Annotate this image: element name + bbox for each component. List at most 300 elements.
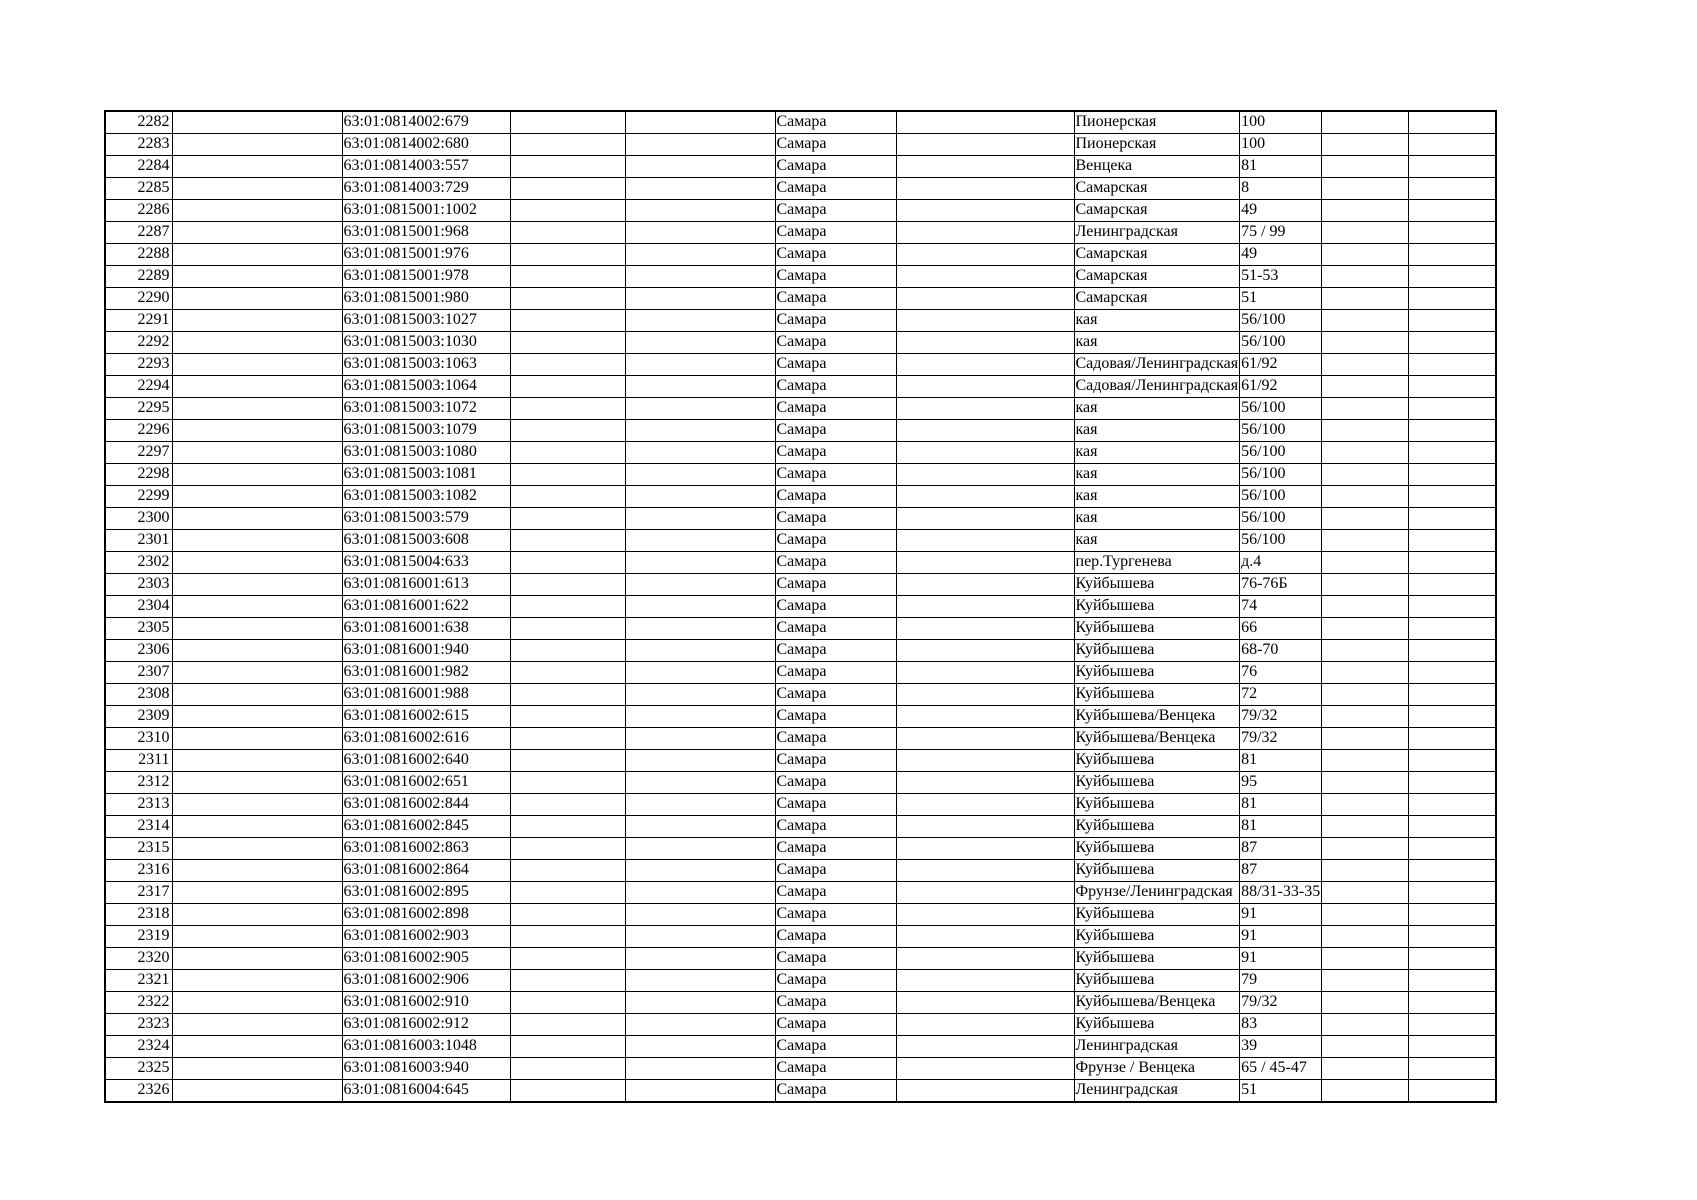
- cell-empty: [896, 816, 1074, 838]
- cell-empty: [896, 618, 1074, 640]
- cell-empty: [625, 134, 775, 156]
- cell-empty: [510, 134, 625, 156]
- cell-empty: [172, 156, 342, 178]
- cell-row-number: 2298: [105, 464, 172, 486]
- cell-empty: [510, 794, 625, 816]
- table-row: [105, 266, 1496, 288]
- cell-empty: [1322, 772, 1409, 794]
- cell-row-number: 2286: [105, 200, 172, 222]
- cell-street: Ленинградская: [1074, 1080, 1240, 1103]
- cell-empty: [172, 178, 342, 200]
- cell-empty: [625, 882, 775, 904]
- cell-empty: [1322, 728, 1409, 750]
- cell-empty: [625, 222, 775, 244]
- cell-empty: [172, 904, 342, 926]
- cell-empty: [172, 486, 342, 508]
- cell-cadastral-number: 63:01:0816002:845: [342, 816, 510, 838]
- cell-empty: [1409, 728, 1496, 750]
- cell-empty: [1409, 134, 1496, 156]
- cell-empty: [1322, 1080, 1409, 1103]
- table-row: [105, 992, 1496, 1014]
- cell-empty: [625, 310, 775, 332]
- cell-row-number: 2292: [105, 332, 172, 354]
- table-row: [105, 178, 1496, 200]
- cell-cadastral-number: 63:01:0814002:680: [342, 134, 510, 156]
- cell-empty: [896, 508, 1074, 530]
- cell-empty: [172, 508, 342, 530]
- cell-house: 83: [1240, 1014, 1322, 1036]
- cell-row-number: 2301: [105, 530, 172, 552]
- cell-house: 56/100: [1240, 464, 1322, 486]
- cell-street: Куйбышева: [1074, 794, 1240, 816]
- table-row: [105, 134, 1496, 156]
- table-row: [105, 486, 1496, 508]
- table-row: [105, 552, 1496, 574]
- table-row: [105, 662, 1496, 684]
- cell-street: Фрунзе / Венцека: [1074, 1058, 1240, 1080]
- cell-empty: [172, 1014, 342, 1036]
- cell-empty: [1409, 1080, 1496, 1103]
- cell-city: Самара: [775, 970, 896, 992]
- cell-house: 75 / 99: [1240, 222, 1322, 244]
- table-row: [105, 398, 1496, 420]
- table-row: [105, 794, 1496, 816]
- cell-empty: [1409, 354, 1496, 376]
- cell-empty: [896, 794, 1074, 816]
- cell-street: Куйбышева: [1074, 684, 1240, 706]
- cell-empty: [1322, 200, 1409, 222]
- cell-row-number: 2306: [105, 640, 172, 662]
- cell-empty: [172, 728, 342, 750]
- cell-cadastral-number: 63:01:0816002:640: [342, 750, 510, 772]
- cell-street: Самарская: [1074, 288, 1240, 310]
- cell-empty: [1322, 134, 1409, 156]
- cell-street: Куйбышева: [1074, 750, 1240, 772]
- table-row: [105, 574, 1496, 596]
- cell-street: Куйбышева: [1074, 772, 1240, 794]
- cell-empty: [1409, 486, 1496, 508]
- cell-empty: [172, 1080, 342, 1103]
- cell-cadastral-number: 63:01:0815001:968: [342, 222, 510, 244]
- cell-cadastral-number: 63:01:0815001:980: [342, 288, 510, 310]
- cell-empty: [172, 354, 342, 376]
- cell-row-number: 2325: [105, 1058, 172, 1080]
- cell-city: Самара: [775, 1058, 896, 1080]
- cell-empty: [510, 574, 625, 596]
- cell-empty: [510, 332, 625, 354]
- cell-city: Самара: [775, 684, 896, 706]
- cell-empty: [896, 684, 1074, 706]
- cell-house: 79/32: [1240, 706, 1322, 728]
- cell-empty: [172, 596, 342, 618]
- cell-empty: [625, 574, 775, 596]
- cell-empty: [510, 970, 625, 992]
- cell-street: Куйбышева: [1074, 574, 1240, 596]
- cell-row-number: 2282: [105, 111, 172, 134]
- cell-empty: [1409, 816, 1496, 838]
- cell-cadastral-number: 63:01:0815003:1064: [342, 376, 510, 398]
- table-row: [105, 618, 1496, 640]
- cell-city: Самара: [775, 640, 896, 662]
- cell-cadastral-number: 63:01:0815004:633: [342, 552, 510, 574]
- cell-street: Куйбышева: [1074, 596, 1240, 618]
- cell-city: Самара: [775, 376, 896, 398]
- cell-row-number: 2321: [105, 970, 172, 992]
- cell-empty: [1322, 376, 1409, 398]
- cell-empty: [896, 1036, 1074, 1058]
- cell-house: 79/32: [1240, 728, 1322, 750]
- cell-house: 81: [1240, 750, 1322, 772]
- cell-empty: [1322, 310, 1409, 332]
- table-row: [105, 508, 1496, 530]
- cell-row-number: 2290: [105, 288, 172, 310]
- cell-empty: [896, 266, 1074, 288]
- cell-empty: [1409, 508, 1496, 530]
- cell-empty: [625, 376, 775, 398]
- cell-empty: [625, 948, 775, 970]
- cell-house: 91: [1240, 926, 1322, 948]
- cell-empty: [1322, 684, 1409, 706]
- cell-empty: [172, 200, 342, 222]
- cell-row-number: 2299: [105, 486, 172, 508]
- cell-empty: [1322, 332, 1409, 354]
- cell-empty: [510, 354, 625, 376]
- cell-row-number: 2317: [105, 882, 172, 904]
- cell-empty: [1409, 222, 1496, 244]
- cell-empty: [1322, 618, 1409, 640]
- cell-row-number: 2303: [105, 574, 172, 596]
- cell-empty: [172, 992, 342, 1014]
- cell-empty: [625, 530, 775, 552]
- cell-street: Самарская: [1074, 178, 1240, 200]
- cell-empty: [1322, 508, 1409, 530]
- cell-city: Самара: [775, 508, 896, 530]
- cell-row-number: 2319: [105, 926, 172, 948]
- cell-row-number: 2293: [105, 354, 172, 376]
- cell-empty: [510, 464, 625, 486]
- cell-empty: [625, 706, 775, 728]
- cell-empty: [510, 640, 625, 662]
- cell-row-number: 2288: [105, 244, 172, 266]
- cell-empty: [896, 420, 1074, 442]
- cell-empty: [1409, 442, 1496, 464]
- cell-empty: [510, 838, 625, 860]
- table-row: [105, 640, 1496, 662]
- cell-house: 49: [1240, 200, 1322, 222]
- cell-empty: [1322, 662, 1409, 684]
- cell-empty: [896, 530, 1074, 552]
- cell-row-number: 2313: [105, 794, 172, 816]
- cell-empty: [625, 684, 775, 706]
- cell-house: 76: [1240, 662, 1322, 684]
- cell-city: Самара: [775, 398, 896, 420]
- table-row: [105, 596, 1496, 618]
- cell-cadastral-number: 63:01:0816001:982: [342, 662, 510, 684]
- cell-empty: [510, 728, 625, 750]
- cell-empty: [510, 288, 625, 310]
- cell-empty: [172, 706, 342, 728]
- cell-empty: [510, 596, 625, 618]
- cell-city: Самара: [775, 288, 896, 310]
- cell-empty: [896, 398, 1074, 420]
- cell-cadastral-number: 63:01:0815003:579: [342, 508, 510, 530]
- cell-empty: [625, 398, 775, 420]
- cell-empty: [625, 970, 775, 992]
- cell-city: Самара: [775, 1080, 896, 1103]
- cell-empty: [1322, 860, 1409, 882]
- cell-house: 51: [1240, 1080, 1322, 1103]
- cell-empty: [625, 288, 775, 310]
- cell-cadastral-number: 63:01:0815001:1002: [342, 200, 510, 222]
- cell-empty: [896, 354, 1074, 376]
- cell-cadastral-number: 63:01:0816002:615: [342, 706, 510, 728]
- cell-row-number: 2307: [105, 662, 172, 684]
- cell-row-number: 2295: [105, 398, 172, 420]
- cell-city: Самара: [775, 992, 896, 1014]
- cell-empty: [896, 970, 1074, 992]
- table-row: [105, 376, 1496, 398]
- cell-empty: [625, 1080, 775, 1103]
- cell-empty: [1409, 376, 1496, 398]
- cell-empty: [896, 882, 1074, 904]
- cell-empty: [510, 266, 625, 288]
- cell-empty: [896, 310, 1074, 332]
- cell-empty: [172, 794, 342, 816]
- cell-empty: [1409, 926, 1496, 948]
- cell-house: 56/100: [1240, 398, 1322, 420]
- cell-house: д.4: [1240, 552, 1322, 574]
- cell-city: Самара: [775, 222, 896, 244]
- cell-house: 65 / 45-47: [1240, 1058, 1322, 1080]
- cell-empty: [1409, 772, 1496, 794]
- cell-empty: [1409, 464, 1496, 486]
- cell-empty: [172, 420, 342, 442]
- cell-street: Куйбышева: [1074, 838, 1240, 860]
- cell-street: кая: [1074, 464, 1240, 486]
- cell-street: Пионерская: [1074, 111, 1240, 134]
- cell-empty: [625, 156, 775, 178]
- cell-empty: [510, 1058, 625, 1080]
- cell-cadastral-number: 63:01:0816002:863: [342, 838, 510, 860]
- cell-empty: [172, 376, 342, 398]
- cell-empty: [1409, 1036, 1496, 1058]
- cell-row-number: 2304: [105, 596, 172, 618]
- cell-house: 51: [1240, 288, 1322, 310]
- cell-empty: [510, 156, 625, 178]
- cell-row-number: 2323: [105, 1014, 172, 1036]
- cell-city: Самара: [775, 332, 896, 354]
- cell-row-number: 2310: [105, 728, 172, 750]
- cell-empty: [625, 838, 775, 860]
- cell-empty: [1322, 398, 1409, 420]
- cell-house: 56/100: [1240, 310, 1322, 332]
- cell-city: Самара: [775, 728, 896, 750]
- cell-empty: [1409, 640, 1496, 662]
- cell-empty: [625, 750, 775, 772]
- cell-empty: [625, 442, 775, 464]
- cell-street: Венцека: [1074, 156, 1240, 178]
- cell-empty: [1409, 948, 1496, 970]
- table-row: [105, 1058, 1496, 1080]
- cell-street: Самарская: [1074, 200, 1240, 222]
- cell-empty: [1322, 266, 1409, 288]
- cell-empty: [1322, 442, 1409, 464]
- cell-street: кая: [1074, 442, 1240, 464]
- table-row: [105, 310, 1496, 332]
- cell-empty: [896, 662, 1074, 684]
- cell-empty: [510, 926, 625, 948]
- cell-house: 56/100: [1240, 442, 1322, 464]
- cell-empty: [1409, 904, 1496, 926]
- table-row: [105, 111, 1496, 134]
- cell-city: Самара: [775, 882, 896, 904]
- cell-empty: [172, 310, 342, 332]
- cell-house: 61/92: [1240, 376, 1322, 398]
- table-row: [105, 684, 1496, 706]
- cell-empty: [1409, 332, 1496, 354]
- cell-cadastral-number: 63:01:0815003:1079: [342, 420, 510, 442]
- cell-empty: [1322, 552, 1409, 574]
- cell-row-number: 2311: [105, 750, 172, 772]
- cell-empty: [896, 1080, 1074, 1103]
- cell-street: Куйбышева: [1074, 640, 1240, 662]
- cell-street: Пионерская: [1074, 134, 1240, 156]
- cell-street: Куйбышева: [1074, 970, 1240, 992]
- cell-house: 95: [1240, 772, 1322, 794]
- cell-cadastral-number: 63:01:0816001:940: [342, 640, 510, 662]
- cell-house: 61/92: [1240, 354, 1322, 376]
- cell-empty: [1322, 838, 1409, 860]
- cell-street: Куйбышева: [1074, 618, 1240, 640]
- cell-street: кая: [1074, 486, 1240, 508]
- cell-house: 79/32: [1240, 992, 1322, 1014]
- cell-empty: [510, 816, 625, 838]
- cell-empty: [896, 992, 1074, 1014]
- cell-empty: [1409, 992, 1496, 1014]
- cell-empty: [172, 926, 342, 948]
- cell-street: кая: [1074, 508, 1240, 530]
- cell-cadastral-number: 63:01:0815001:976: [342, 244, 510, 266]
- cell-cadastral-number: 63:01:0816004:645: [342, 1080, 510, 1103]
- cell-house: 56/100: [1240, 486, 1322, 508]
- cell-city: Самара: [775, 574, 896, 596]
- cell-cadastral-number: 63:01:0815003:1027: [342, 310, 510, 332]
- cell-empty: [510, 750, 625, 772]
- cell-street: Куйбышева/Венцека: [1074, 706, 1240, 728]
- cell-house: 91: [1240, 904, 1322, 926]
- cell-empty: [625, 1014, 775, 1036]
- cell-cadastral-number: 63:01:0815003:1082: [342, 486, 510, 508]
- cell-house: 66: [1240, 618, 1322, 640]
- cell-empty: [1409, 111, 1496, 134]
- cell-city: Самара: [775, 772, 896, 794]
- cell-empty: [510, 222, 625, 244]
- table-row: [105, 772, 1496, 794]
- cell-empty: [510, 486, 625, 508]
- cell-cadastral-number: 63:01:0815003:1081: [342, 464, 510, 486]
- cell-house: 56/100: [1240, 420, 1322, 442]
- cell-city: Самара: [775, 178, 896, 200]
- table-row: [105, 530, 1496, 552]
- cell-empty: [896, 288, 1074, 310]
- cell-empty: [1409, 552, 1496, 574]
- table-row: [105, 222, 1496, 244]
- cell-street: Куйбышева: [1074, 948, 1240, 970]
- cell-street: пер.Тургенева: [1074, 552, 1240, 574]
- cell-empty: [1409, 288, 1496, 310]
- cell-house: 79: [1240, 970, 1322, 992]
- cell-empty: [625, 1058, 775, 1080]
- cell-row-number: 2318: [105, 904, 172, 926]
- cell-city: Самара: [775, 134, 896, 156]
- cell-empty: [1322, 156, 1409, 178]
- cell-empty: [172, 288, 342, 310]
- cell-empty: [1322, 1058, 1409, 1080]
- cell-street: Самарская: [1074, 244, 1240, 266]
- table-row: [105, 860, 1496, 882]
- cell-empty: [1409, 200, 1496, 222]
- cell-empty: [625, 794, 775, 816]
- cell-empty: [625, 640, 775, 662]
- cell-city: Самара: [775, 420, 896, 442]
- cell-empty: [1409, 244, 1496, 266]
- cell-city: Самара: [775, 244, 896, 266]
- cell-empty: [896, 1058, 1074, 1080]
- cell-empty: [896, 156, 1074, 178]
- table-row: [105, 970, 1496, 992]
- cell-empty: [172, 266, 342, 288]
- cell-empty: [1409, 618, 1496, 640]
- cell-cadastral-number: 63:01:0816002:906: [342, 970, 510, 992]
- cell-city: Самара: [775, 618, 896, 640]
- cell-cadastral-number: 63:01:0814002:679: [342, 111, 510, 134]
- cell-empty: [1322, 288, 1409, 310]
- cell-empty: [172, 530, 342, 552]
- cell-street: кая: [1074, 420, 1240, 442]
- cell-empty: [510, 772, 625, 794]
- cell-empty: [1409, 750, 1496, 772]
- cell-empty: [896, 486, 1074, 508]
- cell-city: Самара: [775, 464, 896, 486]
- cell-city: Самара: [775, 706, 896, 728]
- table-row: [105, 354, 1496, 376]
- cell-row-number: 2315: [105, 838, 172, 860]
- cell-cadastral-number: 63:01:0816001:988: [342, 684, 510, 706]
- table-row: [105, 728, 1496, 750]
- cell-empty: [1409, 794, 1496, 816]
- cell-empty: [1322, 1036, 1409, 1058]
- cell-empty: [625, 904, 775, 926]
- cell-empty: [1322, 640, 1409, 662]
- registry-table: [104, 110, 1497, 1103]
- cell-city: Самара: [775, 750, 896, 772]
- cell-row-number: 2308: [105, 684, 172, 706]
- cell-street: Ленинградская: [1074, 1036, 1240, 1058]
- cell-house: 68-70: [1240, 640, 1322, 662]
- cell-empty: [625, 618, 775, 640]
- cell-empty: [896, 178, 1074, 200]
- cell-street: Куйбышева: [1074, 662, 1240, 684]
- cell-house: 72: [1240, 684, 1322, 706]
- cell-empty: [896, 948, 1074, 970]
- cell-row-number: 2322: [105, 992, 172, 1014]
- cell-empty: [510, 200, 625, 222]
- cell-empty: [172, 970, 342, 992]
- cell-empty: [510, 1014, 625, 1036]
- cell-cadastral-number: 63:01:0816002:898: [342, 904, 510, 926]
- cell-city: Самара: [775, 948, 896, 970]
- cell-city: Самара: [775, 156, 896, 178]
